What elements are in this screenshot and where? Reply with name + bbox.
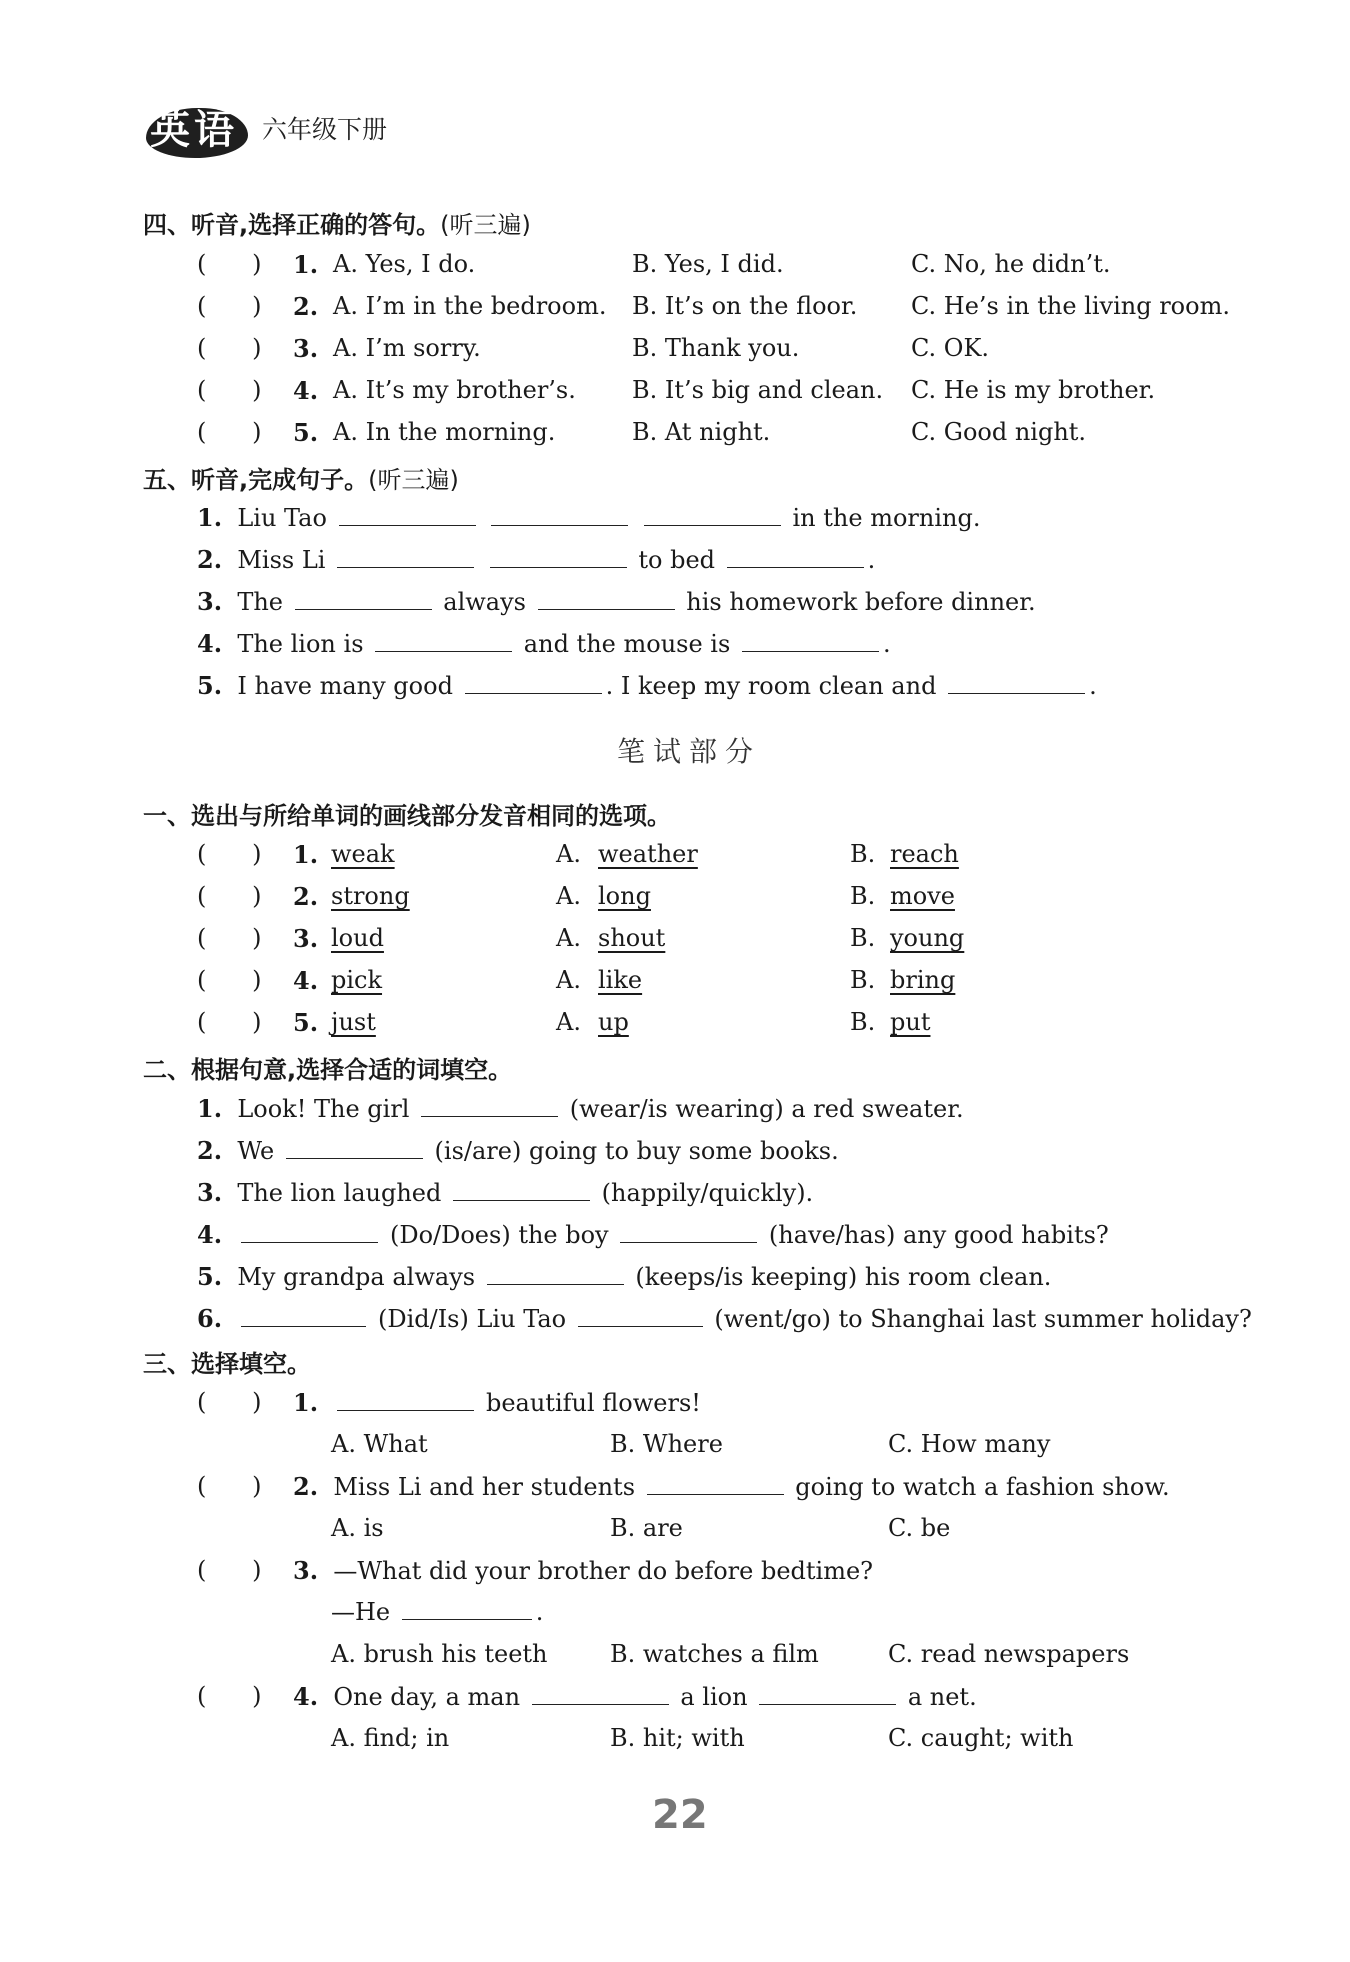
item-number: 4. <box>293 376 319 405</box>
option-a-label: A. <box>556 840 581 868</box>
grade-label: 六年级下册 <box>262 115 388 144</box>
given-word: pick <box>331 966 383 994</box>
option-b: B. It’s big and clean. <box>632 376 884 404</box>
option-c: C. be <box>888 1514 951 1542</box>
option-b-label: B. <box>850 924 876 952</box>
option-a: A. is <box>331 1514 384 1542</box>
option-a-label: A. <box>556 1008 581 1036</box>
answer-blank[interactable] <box>286 1157 423 1159</box>
option-b-label: B. <box>850 882 876 910</box>
answer-bracket[interactable]: ( ) <box>197 1556 262 1584</box>
option-c: C. He’s in the living room. <box>911 292 1230 320</box>
answer-blank[interactable] <box>727 566 864 568</box>
grammar-sentence: 4. (Do/Does) the boy (have/has) any good habits? <box>197 1220 1109 1249</box>
option-c: C. caught; with <box>888 1724 1074 1752</box>
option-b-word: young <box>890 924 965 952</box>
answer-blank[interactable] <box>647 1493 784 1495</box>
option-c: C. Good night. <box>911 418 1087 446</box>
option-b: B. Thank you. <box>632 334 800 362</box>
grammar-sentence: 2. We (is/are) going to buy some books. <box>197 1136 839 1165</box>
answer-bracket[interactable]: ( ) <box>197 1388 262 1416</box>
given-word: weak <box>331 840 395 868</box>
option-a: A. Yes, I do. <box>333 250 476 278</box>
answer-blank[interactable] <box>490 566 627 568</box>
answer-blank[interactable] <box>620 1241 757 1243</box>
item-number: 2. <box>293 292 319 321</box>
fill-sentence: 3. The always his homework before dinner. <box>197 587 1036 616</box>
answer-bracket[interactable]: ( ) <box>197 418 262 446</box>
answer-bracket[interactable]: ( ) <box>197 376 262 404</box>
mc-question: 3. —What did your brother do before bedtime? <box>293 1556 874 1585</box>
option-b: B. are <box>610 1514 683 1542</box>
answer-blank[interactable] <box>578 1325 703 1327</box>
answer-blank[interactable] <box>742 650 879 652</box>
option-b-word: bring <box>890 966 956 994</box>
option-a: A. find; in <box>331 1724 450 1752</box>
grammar-sentence: 3. The lion laughed (happily/quickly). <box>197 1178 814 1207</box>
answer-bracket[interactable]: ( ) <box>197 1008 262 1036</box>
item-number: 2. <box>293 882 319 911</box>
answer-blank[interactable] <box>241 1325 366 1327</box>
answer-blank[interactable] <box>487 1283 624 1285</box>
option-b: B. hit; with <box>610 1724 745 1752</box>
item-number: 5. <box>293 418 319 447</box>
section-4-title: 四、听音,选择正确的答句。(听三遍) <box>143 211 531 239</box>
mc-question: 1. beautiful flowers! <box>293 1388 701 1417</box>
item-number: 3. <box>293 924 319 953</box>
option-b: B. At night. <box>632 418 771 446</box>
fill-sentence: 1. Liu Tao in the morning. <box>197 503 981 532</box>
option-c: C. read newspapers <box>888 1640 1130 1668</box>
item-number: 1. <box>293 250 319 279</box>
option-c: C. No, he didn’t. <box>911 250 1111 278</box>
answer-bracket[interactable]: ( ) <box>197 1682 262 1710</box>
grammar-sentence: 5. My grandpa always (keeps/is keeping) his room clean. <box>197 1262 1052 1291</box>
subject-logo: 英语 <box>150 107 238 153</box>
answer-blank[interactable] <box>337 566 474 568</box>
written-part-title: 笔试部分 <box>617 735 762 768</box>
option-c: C. He is my brother. <box>911 376 1156 404</box>
fill-sentence: 2. Miss Li to bed . <box>197 545 876 574</box>
option-a-label: A. <box>556 924 581 952</box>
answer-blank[interactable] <box>453 1199 590 1201</box>
grammar-sentence: 6. (Did/Is) Liu Tao (went/go) to Shanghai last summer holiday? <box>197 1304 1252 1333</box>
answer-blank[interactable] <box>241 1241 378 1243</box>
section-5-title: 五、听音,完成句子。(听三遍) <box>143 466 459 494</box>
answer-bracket[interactable]: ( ) <box>197 1472 262 1500</box>
written-1-title: 一、选出与所给单词的画线部分发音相同的选项。 <box>143 802 671 830</box>
option-a-label: A. <box>556 966 581 994</box>
item-number: 5. <box>293 1008 319 1037</box>
option-a-word: like <box>598 966 643 994</box>
answer-blank[interactable] <box>421 1115 558 1117</box>
answer-blank[interactable] <box>465 692 602 694</box>
mc-question: 2. Miss Li and her students going to watch a fashion show. <box>293 1472 1170 1501</box>
option-c: C. OK. <box>911 334 989 362</box>
answer-bracket[interactable]: ( ) <box>197 924 262 952</box>
answer-bracket[interactable]: ( ) <box>197 882 262 910</box>
mc-question: 4. One day, a man a lion a net. <box>293 1682 977 1711</box>
option-b: B. watches a film <box>610 1640 819 1668</box>
option-b-label: B. <box>850 1008 876 1036</box>
option-a: A. brush his teeth <box>331 1640 548 1668</box>
answer-bracket[interactable]: ( ) <box>197 840 262 868</box>
item-number: 3. <box>293 334 319 363</box>
mc-question-line2: —He . <box>331 1598 544 1626</box>
option-a-label: A. <box>556 882 581 910</box>
option-b-label: B. <box>850 840 876 868</box>
option-b: B. It’s on the floor. <box>632 292 858 320</box>
answer-blank[interactable] <box>402 1618 532 1620</box>
answer-bracket[interactable]: ( ) <box>197 966 262 994</box>
answer-blank[interactable] <box>491 524 628 526</box>
given-word: strong <box>331 882 410 910</box>
answer-blank[interactable] <box>759 1703 896 1705</box>
answer-blank[interactable] <box>337 1409 474 1411</box>
answer-blank[interactable] <box>644 524 781 526</box>
option-a: A. In the morning. <box>333 418 556 446</box>
option-a-word: long <box>598 882 651 910</box>
grammar-sentence: 1. Look! The girl (wear/is wearing) a red sweater. <box>197 1094 964 1123</box>
option-a-word: up <box>598 1008 629 1036</box>
option-b-word: reach <box>890 840 959 868</box>
answer-blank[interactable] <box>339 524 476 526</box>
option-a: A. What <box>331 1430 428 1458</box>
answer-bracket[interactable]: ( ) <box>197 292 262 320</box>
answer-bracket[interactable]: ( ) <box>197 250 262 278</box>
option-b-label: B. <box>850 966 876 994</box>
option-a: A. I’m sorry. <box>333 334 481 362</box>
option-b: B. Yes, I did. <box>632 250 784 278</box>
answer-blank[interactable] <box>295 608 432 610</box>
option-b-word: put <box>890 1008 931 1036</box>
option-a: A. It’s my brother’s. <box>333 376 576 404</box>
answer-bracket[interactable]: ( ) <box>197 334 262 362</box>
given-word: just <box>331 1008 376 1036</box>
option-b-word: move <box>890 882 955 910</box>
option-c: C. How many <box>888 1430 1051 1458</box>
option-a-word: weather <box>598 840 698 868</box>
given-word: loud <box>331 924 384 952</box>
fill-sentence: 4. The lion is and the mouse is . <box>197 629 891 658</box>
answer-blank[interactable] <box>532 1703 669 1705</box>
option-a: A. I’m in the bedroom. <box>333 292 607 320</box>
item-number: 1. <box>293 840 319 869</box>
item-number: 4. <box>293 966 319 995</box>
answer-blank[interactable] <box>538 608 675 610</box>
written-3-title: 三、选择填空。 <box>143 1350 311 1378</box>
answer-blank[interactable] <box>375 650 512 652</box>
fill-sentence: 5. I have many good . I keep my room clean and . <box>197 671 1097 700</box>
option-b: B. Where <box>610 1430 723 1458</box>
option-a-word: shout <box>598 924 666 952</box>
page-number: 22 <box>652 1792 708 1838</box>
written-2-title: 二、根据句意,选择合适的词填空。 <box>143 1056 513 1084</box>
answer-blank[interactable] <box>948 692 1085 694</box>
